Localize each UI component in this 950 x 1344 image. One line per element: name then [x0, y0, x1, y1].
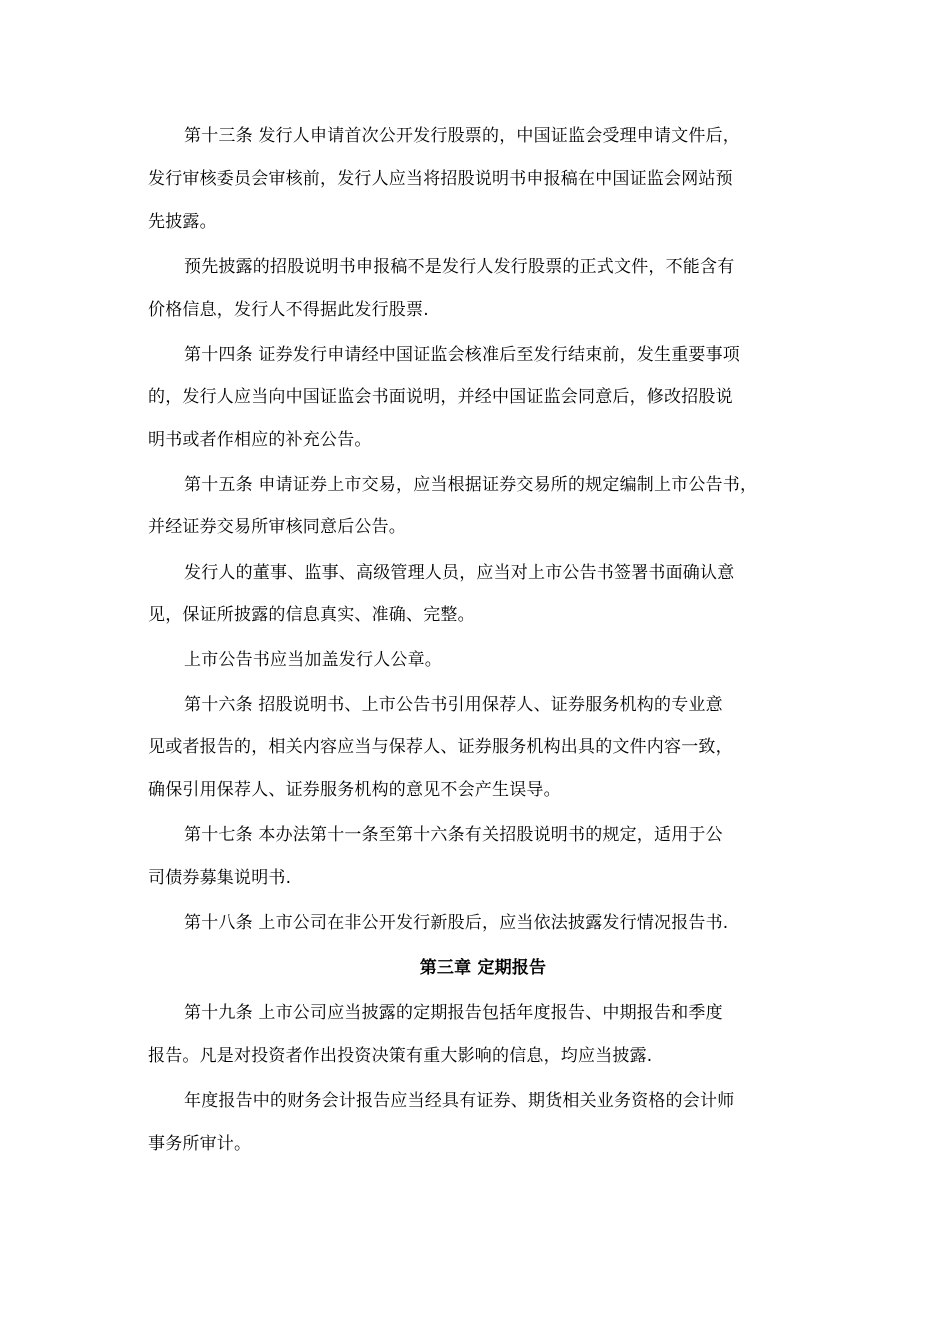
pre-disclosure-line-2: 价格信息，发行人不得据此发行股票.: [148, 300, 429, 320]
article-14-line-1: 第十四条 证券发行申请经中国证监会核准后至发行结束前，发生重要事项: [184, 345, 741, 365]
article-14-line-2: 的，发行人应当向中国证监会书面说明，并经中国证监会同意后，修改招股说: [148, 387, 733, 407]
article-17-line-1: 第十七条 本办法第十一条至第十六条有关招股说明书的规定，适用于公: [184, 825, 723, 845]
article-17-line-2: 司债券募集说明书.: [148, 868, 292, 888]
chapter-heading: 第三章 定期报告: [419, 958, 547, 978]
article-19-line-1: 第十九条 上市公司应当披露的定期报告包括年度报告、中期报告和季度: [184, 1003, 723, 1023]
company-seal-line: 上市公告书应当加盖发行人公章。: [184, 650, 442, 670]
article-19-line-2: 报告。凡是对投资者作出投资决策有重大影响的信息，均应当披露.: [148, 1046, 653, 1066]
article-13-line-3: 先披露。: [148, 212, 217, 232]
annual-report-audit-line-1: 年度报告中的财务会计报告应当经具有证券、期货相关业务资格的会计师: [184, 1091, 735, 1111]
annual-report-audit-line-2: 事务所审计。: [148, 1134, 252, 1154]
article-13-line-1: 第十三条 发行人申请首次公开发行股票的，中国证监会受理申请文件后，: [184, 126, 741, 146]
article-13-line-2: 发行审核委员会审核前，发行人应当将招股说明书申报稿在中国证监会网站预: [148, 169, 733, 189]
article-16-line-3: 确保引用保荐人、证券服务机构的意见不会产生误导。: [148, 780, 561, 800]
article-16-line-1: 第十六条 招股说明书、上市公告书引用保荐人、证券服务机构的专业意: [184, 695, 723, 715]
article-16-line-2: 见或者报告的，相关内容应当与保荐人、证券服务机构出具的文件内容一致，: [148, 737, 733, 757]
directors-confirm-line-1: 发行人的董事、监事、高级管理人员，应当对上市公告书签署书面确认意: [184, 563, 735, 583]
directors-confirm-line-2: 见，保证所披露的信息真实、准确、完整。: [148, 605, 475, 625]
article-18-line-1: 第十八条 上市公司在非公开发行新股后，应当依法披露发行情况报告书.: [184, 913, 729, 933]
pre-disclosure-line-1: 预先披露的招股说明书申报稿不是发行人发行股票的正式文件，不能含有: [184, 257, 735, 277]
article-15-line-1: 第十五条 申请证券上市交易，应当根据证券交易所的规定编制上市公告书，: [184, 475, 758, 495]
article-15-line-2: 并经证券交易所审核同意后公告。: [148, 517, 406, 537]
article-14-line-3: 明书或者作相应的补充公告。: [148, 430, 372, 450]
